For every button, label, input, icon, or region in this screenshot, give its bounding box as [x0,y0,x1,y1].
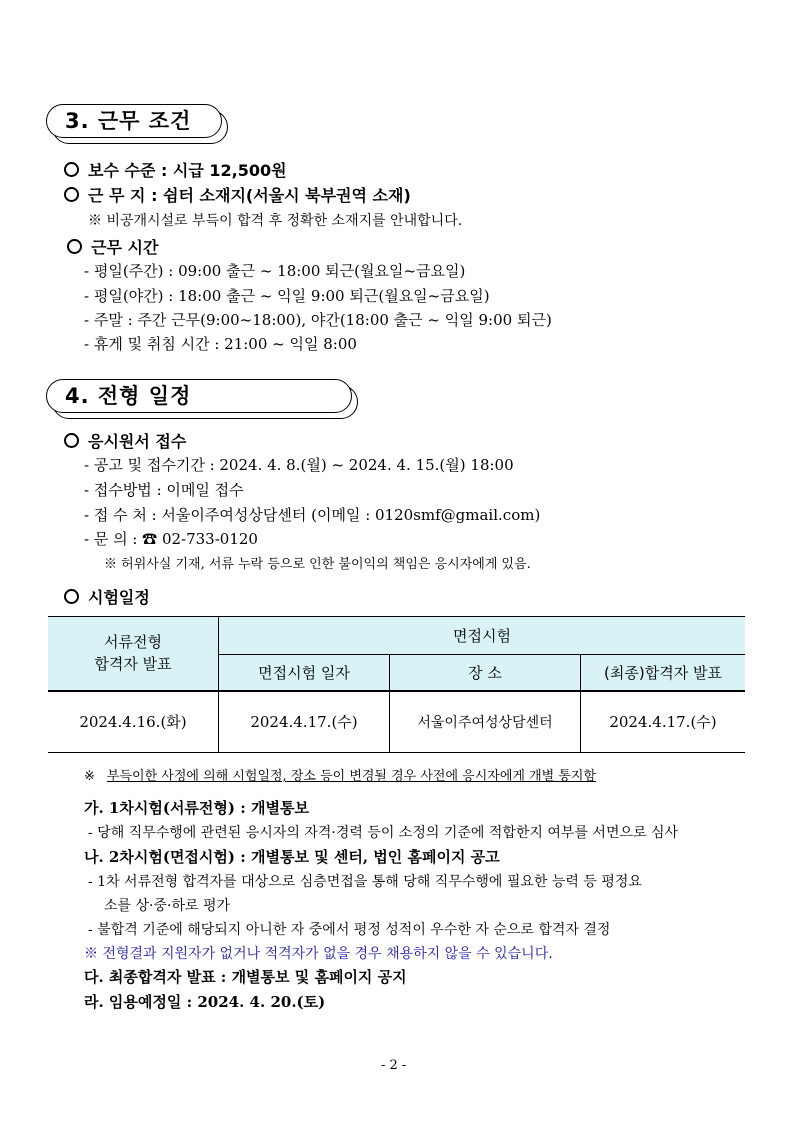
header-final-result: (최종)합격자 발표 [581,655,746,691]
pay-text: 보수 수준 : 시급 12,500원 [88,161,287,180]
note-text: 부득이한 사정에 의해 시험일정, 장소 등이 변경될 경우 사전에 응시자에게 개별 통지함 [106,769,597,784]
apply-line: - 공고 및 접수기간 : 2024. 4. 8.(월) ~ 2024. 4. 15.(월) 18:00 [84,456,514,474]
apply-note: ※ 허위사실 기재, 서류 누락 등으로 인한 불이익의 책임은 응시자에게 있음. [104,557,531,572]
location-note: ※ 비공개시설로 부득이 합격 후 정확한 소재지를 안내합니다. [88,213,463,229]
hours-title: 근무 시간 [91,238,159,257]
section-4-title: 4. 전형 일정 [46,379,352,413]
exam-title: 시험일정 [88,588,150,607]
apply-line: - 접 수 처 : 서울이주여성상담센터 (이메일 : 0120smf@gmail.com) [84,506,541,524]
stage-ga-desc: - 당해 직무수행에 관련된 응시자의 자격·경력 등이 소정의 기준에 적합한지 여부를 서면으로 심사 [88,825,679,841]
circle-bullet-icon [64,162,79,177]
apply-title: 응시원서 접수 [88,432,187,451]
hours-line: - 주말 : 주간 근무(9:00~18:00), 야간(18:00 출근 ~ 익일 9:00 퇴근) [84,311,552,329]
exam-item [64,585,150,608]
hours-item [67,235,158,258]
circle-bullet-icon [67,239,82,254]
hours-line: - 평일(야간) : 18:00 출근 ~ 익일 9:00 퇴근(월요일~금요일) [84,287,490,305]
pay-item [64,158,287,181]
apply-item [64,429,186,452]
circle-bullet-icon [64,433,79,448]
schedule-table [48,616,745,753]
header-place: 장 소 [390,655,581,691]
note-mark: ※ [84,769,95,784]
stage-ra: 라. 임용예정일 : 2024. 4. 20.(토) [84,993,326,1011]
circle-bullet-icon [64,187,79,202]
page-number: - 2 - [381,1058,407,1073]
apply-line: - 접수방법 : 이메일 접수 [84,481,244,499]
cell-interview-date: 2024.4.17.(수) [219,691,390,753]
header-interview: 면접시험 [219,617,746,655]
table-note [84,765,596,784]
stage-na-desc: - 1차 서류전형 합격자를 대상으로 심층면접을 통해 당해 직무수행에 필요한 능력 등 평정요 [88,874,642,890]
hours-line: - 평일(주간) : 09:00 출근 ~ 18:00 퇴근(월요일~금요일) [84,262,466,280]
header-doc-result: 서류전형 합격자 발표 [48,617,219,691]
section-4-heading [46,379,352,413]
stage-da: 다. 최종합격자 발표 : 개별통보 및 홈페이지 공지 [84,968,407,986]
cell-place: 서울이주여성상담센터 [390,691,581,753]
stage-na-desc2: - 불합격 기준에 해당되지 아니한 자 중에서 평정 성적이 우수한 자 순으로 합격자 결정 [88,922,611,938]
circle-bullet-icon [64,589,79,604]
stage-na: 나. 2차시험(면접시험) : 개별통보 및 센터, 법인 홈페이지 공고 [84,848,500,866]
stage-na-note: ※ 전형결과 지원자가 없거나 적격자가 없을 경우 채용하지 않을 수 있습니다. [84,946,553,962]
stage-na-desc-cont: 소를 상·중·하로 평가 [104,898,230,914]
stage-ga: 가. 1차시험(서류전형) : 개별통보 [84,799,309,817]
section-3-title: 3. 근무 조건 [46,104,222,138]
hours-line: - 휴게 및 취침 시간 : 21:00 ~ 익일 8:00 [84,335,357,353]
section-3-heading [46,104,222,138]
apply-line: - 문 의 : ☎ 02-733-0120 [84,530,258,548]
location-item [64,183,411,206]
header-interview-date: 면접시험 일자 [219,655,390,691]
cell-doc-result: 2024.4.16.(화) [48,691,219,753]
cell-final-result: 2024.4.17.(수) [581,691,746,753]
location-text: 근 무 지 : 쉼터 소재지(서울시 북부권역 소재) [88,186,411,205]
